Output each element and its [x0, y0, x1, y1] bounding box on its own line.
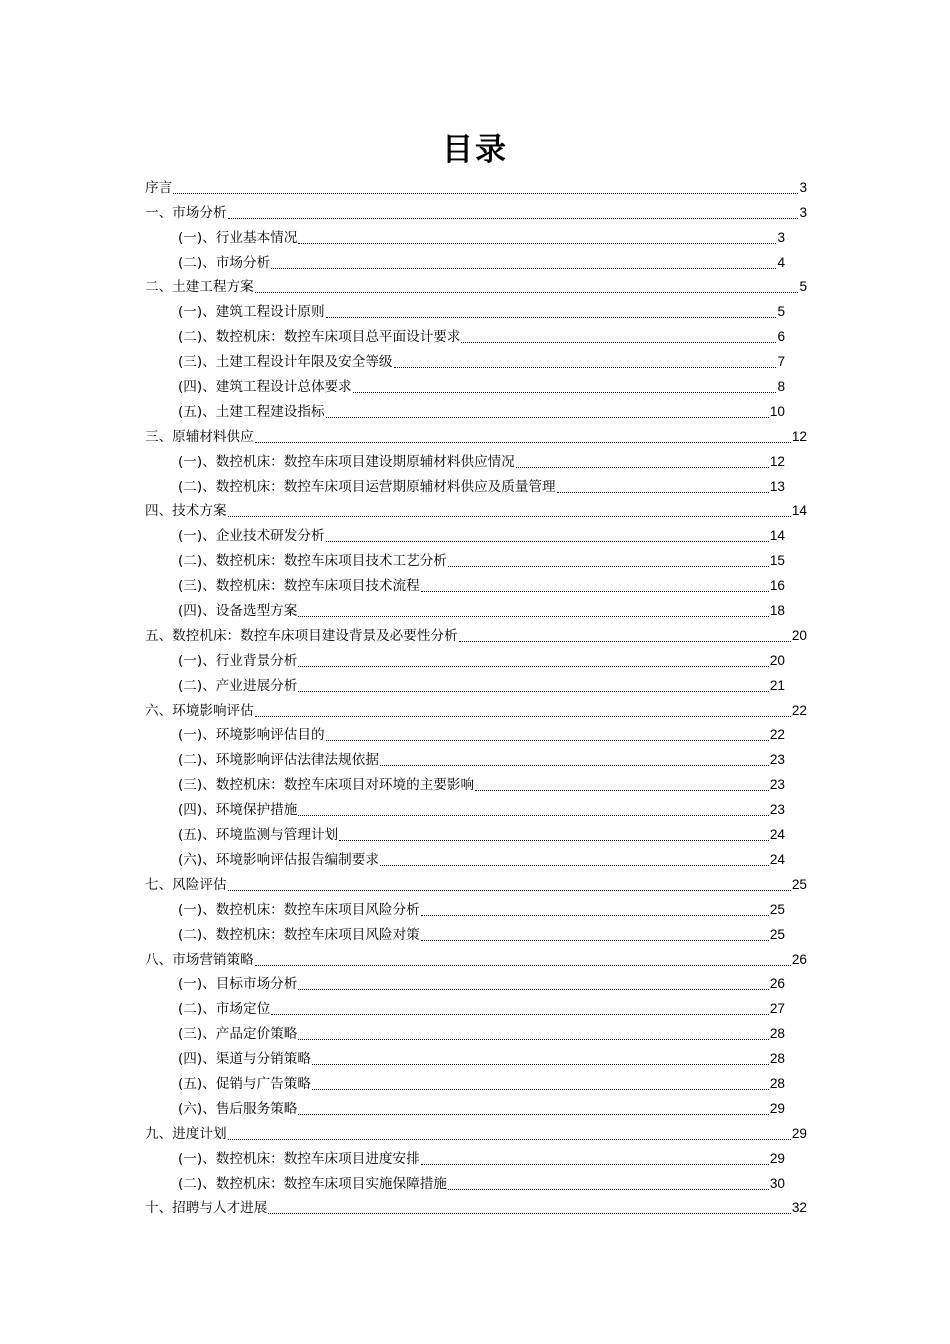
toc-dot-leader	[326, 740, 769, 741]
toc-dot-leader	[326, 317, 777, 318]
toc-dot-leader	[255, 442, 791, 443]
toc-section-entry[interactable]	[145, 821, 807, 846]
toc-dot-leader	[228, 890, 791, 891]
toc-page-number: 12	[791, 428, 807, 444]
toc-entry-label: 二、土建工程方案	[145, 279, 254, 296]
toc-entry-label: (二)、数控机床：数控车床项目风险对策	[178, 926, 420, 943]
toc-section-entry[interactable]	[145, 547, 807, 572]
toc-page-number: 25	[791, 876, 807, 892]
toc-section-entry[interactable]	[145, 771, 807, 796]
toc-entry-label: (一)、数控机床：数控车床项目建设期原辅材料供应情况	[178, 453, 515, 470]
toc-section-entry[interactable]	[145, 971, 807, 996]
toc-page-number: 14	[791, 503, 807, 519]
toc-dot-leader	[255, 716, 791, 717]
toc-entry-label: 六、环境影响评估	[145, 702, 254, 719]
toc-section-entry[interactable]	[145, 921, 807, 946]
toc-page-number: 29	[769, 1150, 785, 1166]
toc-entry-label: 七、风险评估	[145, 876, 227, 893]
toc-dot-leader	[339, 840, 769, 841]
toc-section-entry[interactable]	[145, 746, 807, 771]
toc-section-entry[interactable]	[145, 846, 807, 871]
toc-dot-leader	[326, 541, 769, 542]
toc-entry-label: (一)、目标市场分析	[178, 976, 298, 993]
toc-chapter-entry[interactable]	[145, 174, 807, 199]
toc-entry-label: (二)、市场分析	[178, 254, 271, 271]
toc-entry-label: 一、市场分析	[145, 204, 227, 221]
toc-entry-label: (五)、土建工程建设指标	[178, 403, 325, 420]
toc-section-entry[interactable]	[145, 1170, 807, 1195]
toc-section-entry[interactable]	[145, 672, 807, 697]
toc-entry-label: (一)、数控机床：数控车床项目风险分析	[178, 901, 420, 918]
toc-entry-label: 十、招聘与人才进展	[145, 1200, 268, 1217]
toc-list	[145, 174, 807, 1219]
toc-dot-leader	[298, 1114, 769, 1115]
toc-section-entry[interactable]	[145, 249, 807, 274]
toc-dot-leader	[255, 292, 799, 293]
toc-entry-label: (二)、数控机床：数控车床项目技术工艺分析	[178, 553, 447, 570]
toc-entry-label: (一)、环境影响评估目的	[178, 727, 325, 744]
toc-chapter-entry[interactable]	[145, 946, 807, 971]
toc-entry-label: (一)、建筑工程设计原则	[178, 304, 325, 321]
toc-page-number: 5	[777, 304, 785, 320]
toc-entry-label: (六)、售后服务策略	[178, 1100, 298, 1117]
toc-entry-label: (四)、环境保护措施	[178, 802, 298, 819]
toc-entry-label: (五)、环境监测与管理计划	[178, 827, 339, 844]
toc-page-number: 5	[799, 279, 807, 295]
toc-page-number: 20	[769, 652, 785, 668]
toc-entry-label: (三)、数控机床：数控车床项目技术流程	[178, 578, 420, 595]
toc-entry-label: (一)、行业背景分析	[178, 652, 298, 669]
toc-entry-label: (二)、产业进展分析	[178, 677, 298, 694]
toc-page-number: 12	[769, 453, 785, 469]
toc-page-number: 24	[769, 827, 785, 843]
toc-dot-leader	[353, 392, 777, 393]
toc-page-number: 29	[769, 1100, 785, 1116]
toc-chapter-entry[interactable]	[145, 199, 807, 224]
toc-page-number: 4	[777, 254, 785, 270]
toc-dot-leader	[228, 1139, 791, 1140]
toc-dot-leader	[228, 218, 799, 219]
toc-section-entry[interactable]	[145, 1070, 807, 1095]
toc-entry-label: 九、进度计划	[145, 1125, 227, 1142]
toc-page-number: 8	[777, 379, 785, 395]
toc-page-number: 30	[769, 1175, 785, 1191]
toc-entry-label: (三)、土建工程设计年限及安全等级	[178, 354, 393, 371]
toc-entry-label: (二)、数控机床：数控车床项目总平面设计要求	[178, 329, 461, 346]
toc-page-number: 3	[799, 204, 807, 220]
toc-page-number: 23	[769, 777, 785, 793]
toc-page-number: 23	[769, 802, 785, 818]
toc-page-number: 25	[769, 901, 785, 917]
toc-page-number: 20	[791, 627, 807, 643]
toc-entry-label: 序言	[145, 179, 173, 196]
toc-dot-leader	[475, 790, 769, 791]
toc-chapter-entry[interactable]	[145, 1195, 807, 1220]
toc-page-number: 6	[777, 329, 785, 345]
toc-dot-leader	[173, 193, 798, 194]
toc-dot-leader	[298, 616, 769, 617]
toc-entry-label: (二)、数控机床：数控车床项目运营期原辅材料供应及质量管理	[178, 478, 556, 495]
toc-entry-label: 三、原辅材料供应	[145, 428, 254, 445]
toc-page-number: 13	[769, 478, 785, 494]
toc-page-number: 21	[769, 677, 785, 693]
toc-dot-leader	[312, 1089, 769, 1090]
toc-page-number: 28	[769, 1075, 785, 1091]
toc-page-number: 14	[769, 528, 785, 544]
toc-section-entry[interactable]	[145, 398, 807, 423]
toc-page-number: 23	[769, 752, 785, 768]
toc-chapter-entry[interactable]	[145, 274, 807, 299]
toc-entry-label: (四)、建筑工程设计总体要求	[178, 379, 352, 396]
toc-entry-label: (四)、渠道与分销策略	[178, 1051, 311, 1068]
toc-entry-label: 四、技术方案	[145, 503, 227, 520]
toc-section-entry[interactable]	[145, 473, 807, 498]
toc-section-entry[interactable]	[145, 995, 807, 1020]
toc-page-number: 3	[777, 229, 785, 245]
toc-dot-leader	[459, 641, 791, 642]
toc-title: 目录	[442, 132, 508, 168]
toc-section-entry[interactable]	[145, 796, 807, 821]
toc-dot-leader	[461, 342, 776, 343]
toc-dot-leader	[421, 591, 769, 592]
toc-entry-label: (三)、数控机床：数控车床项目对环境的主要影响	[178, 777, 475, 794]
toc-dot-leader	[421, 1164, 769, 1165]
toc-dot-leader	[298, 989, 769, 990]
toc-entry-label: (四)、设备选型方案	[178, 603, 298, 620]
toc-page-number: 26	[791, 951, 807, 967]
toc-section-entry[interactable]	[145, 896, 807, 921]
toc-section-entry[interactable]	[145, 323, 807, 348]
toc-chapter-entry[interactable]	[145, 423, 807, 448]
toc-page-number: 16	[769, 578, 785, 594]
toc-section-entry[interactable]	[145, 722, 807, 747]
toc-section-entry[interactable]	[145, 373, 807, 398]
toc-dot-leader	[298, 243, 776, 244]
toc-section-entry[interactable]	[145, 448, 807, 473]
toc-chapter-entry[interactable]	[145, 697, 807, 722]
toc-entry-label: (二)、环境影响评估法律法规依据	[178, 752, 379, 769]
toc-section-entry[interactable]	[145, 224, 807, 249]
toc-entry-label: (二)、数控机床：数控车床项目实施保障措施	[178, 1175, 447, 1192]
toc-dot-leader	[298, 666, 769, 667]
toc-dot-leader	[298, 815, 769, 816]
toc-page-number: 24	[769, 851, 785, 867]
toc-section-entry[interactable]	[145, 597, 807, 622]
toc-page-number: 7	[777, 354, 785, 370]
toc-dot-leader	[380, 865, 769, 866]
toc-entry-label: (六)、环境影响评估报告编制要求	[178, 851, 379, 868]
toc-dot-leader	[271, 1014, 769, 1015]
toc-dot-leader	[255, 965, 791, 966]
toc-page-number: 10	[769, 403, 785, 419]
toc-section-entry[interactable]	[145, 298, 807, 323]
toc-entry-label: (一)、行业基本情况	[178, 229, 298, 246]
toc-section-entry[interactable]	[145, 1045, 807, 1070]
toc-page-number: 28	[769, 1051, 785, 1067]
toc-dot-leader	[421, 915, 769, 916]
toc-chapter-entry[interactable]	[145, 498, 807, 523]
toc-dot-leader	[448, 1189, 769, 1190]
toc-dot-leader	[312, 1064, 769, 1065]
toc-page-number: 22	[769, 727, 785, 743]
toc-page-number: 18	[769, 603, 785, 619]
toc-section-entry[interactable]	[145, 1020, 807, 1045]
toc-entry-label: (一)、企业技术研发分析	[178, 528, 325, 545]
toc-section-entry[interactable]	[145, 1095, 807, 1120]
toc-dot-leader	[298, 691, 769, 692]
toc-chapter-entry[interactable]	[145, 622, 807, 647]
toc-dot-leader	[326, 417, 769, 418]
toc-entry-label: 八、市场营销策略	[145, 951, 254, 968]
toc-entry-label: 五、数控机床：数控车床项目建设背景及必要性分析	[145, 627, 458, 644]
toc-dot-leader	[271, 268, 776, 269]
toc-chapter-entry[interactable]	[145, 1120, 807, 1145]
toc-page-number: 32	[791, 1200, 807, 1216]
toc-entry-label: (二)、市场定位	[178, 1001, 271, 1018]
toc-page-number: 25	[769, 926, 785, 942]
toc-section-entry[interactable]	[145, 647, 807, 672]
toc-dot-leader	[421, 940, 769, 941]
toc-page-number: 26	[769, 976, 785, 992]
toc-page-number: 29	[791, 1125, 807, 1141]
toc-page-number: 3	[799, 179, 807, 195]
toc-dot-leader	[448, 566, 769, 567]
toc-section-entry[interactable]	[145, 348, 807, 373]
toc-dot-leader	[380, 765, 769, 766]
toc-section-entry[interactable]	[145, 572, 807, 597]
toc-dot-leader	[516, 467, 769, 468]
toc-page-number: 27	[769, 1001, 785, 1017]
toc-section-entry[interactable]	[145, 522, 807, 547]
toc-entry-label: (一)、数控机床：数控车床项目进度安排	[178, 1150, 420, 1167]
toc-entry-label: (五)、促销与广告策略	[178, 1075, 311, 1092]
toc-dot-leader	[557, 492, 769, 493]
toc-page-number: 15	[769, 553, 785, 569]
toc-page-number: 22	[791, 702, 807, 718]
toc-section-entry[interactable]	[145, 1145, 807, 1170]
toc-dot-leader	[268, 1213, 791, 1214]
toc-dot-leader	[228, 516, 791, 517]
toc-entry-label: (三)、产品定价策略	[178, 1026, 298, 1043]
toc-chapter-entry[interactable]	[145, 871, 807, 896]
toc-dot-leader	[394, 367, 777, 368]
toc-page-number: 28	[769, 1026, 785, 1042]
toc-dot-leader	[298, 1039, 769, 1040]
